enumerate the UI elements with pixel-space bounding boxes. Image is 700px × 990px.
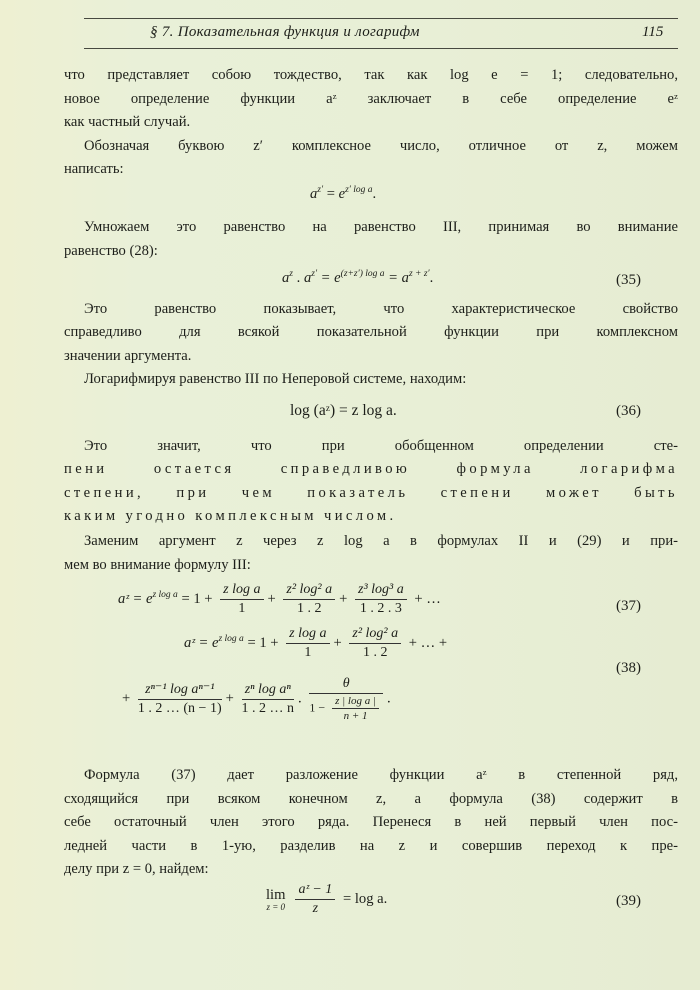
text-line-emphasis: степени, при чем показатель степени может быть: [64, 485, 678, 501]
fraction-numerator: z log a: [220, 582, 263, 600]
equation-number: (38): [616, 660, 641, 676]
eq-sup: z′ log a: [345, 185, 373, 196]
eq-term: e: [338, 186, 346, 202]
text-line: новое определение функции aᶻ заключает в себе определение eᶻ: [64, 91, 678, 107]
text-line: Формула (37) дает разложение функции aᶻ в степенной ряд,: [84, 767, 678, 783]
eq-end: .: [387, 690, 391, 707]
fraction-denominator: 1 . 2: [297, 601, 322, 616]
eq-end: .: [372, 186, 377, 202]
fraction-denominator: z: [312, 901, 319, 916]
fraction-denominator: 1: [304, 645, 312, 660]
eq-end: .: [429, 270, 434, 286]
header-rule-top: [84, 18, 678, 19]
equation-37: aᶻ = $e^{z log a} = 1$ + $\frac{\text{z log a}}{1}$ + $\frac{\text{z² log² a}}{1 . 2}$ + $\frac{\text{z³ log³ a}}{1 . 2 . 3}$ + …: [118, 582, 441, 616]
eq-sup: z: [289, 269, 293, 280]
fraction-numerator: zⁿ⁻¹ log aⁿ⁻¹: [138, 681, 222, 700]
equation-35: [282, 270, 433, 287]
fraction-denominator: n + 1: [343, 710, 368, 722]
eq-term: aᶻ = e: [184, 634, 219, 651]
limit-subscript: z = 0: [266, 902, 286, 912]
limit: [266, 887, 285, 912]
fraction: [220, 582, 263, 617]
eq-term: aᶻ = e: [118, 590, 153, 607]
fraction-numerator: z | log a |: [332, 695, 379, 709]
text-line-emphasis: Это значит, что при обобщенном определении сте-: [84, 438, 678, 454]
fraction-numerator: z² log² a: [349, 626, 401, 644]
eq-term: a: [282, 270, 290, 286]
equation-36: log (aᶻ) = z log a.: [290, 402, 397, 419]
fraction-denominator: 1 . 2: [363, 645, 388, 660]
text-line: мем во внимание формулу III:: [64, 557, 251, 573]
eq-term: a: [303, 270, 312, 286]
fraction: [138, 681, 222, 717]
fraction: [283, 582, 335, 617]
fraction-numerator: aᶻ − 1: [295, 882, 335, 900]
fraction-numerator: zⁿ log aⁿ: [242, 682, 295, 700]
eq-sup: z′: [311, 269, 318, 280]
eq-op: = 1 +: [177, 590, 217, 607]
fraction-theta: [309, 676, 383, 722]
text-line: значении аргумента.: [64, 348, 192, 364]
fraction-denominator: 1 . 2 . 3: [359, 601, 402, 616]
text-line-emphasis: каким угодно комплексным числом.: [64, 508, 397, 524]
eq-term: = a: [384, 270, 409, 286]
eq-sup: z′: [317, 185, 324, 196]
fraction-denominator: 1 . 2 … n: [241, 700, 295, 716]
eq-op: = 1 +: [243, 634, 283, 651]
text-line: Это равенство показывает, что характеристическое свойство: [84, 301, 678, 317]
equation-number: (39): [616, 893, 641, 909]
fraction-numerator: θ: [309, 676, 383, 694]
fraction: [355, 582, 407, 617]
page-number: 115: [642, 24, 664, 40]
fraction: [242, 682, 295, 717]
eq-term: = e: [317, 270, 341, 286]
text-line: справедливо для всякой показательной функции при комплексном: [64, 324, 678, 340]
text-line-emphasis: пени остается справедливою формула логарифма: [64, 461, 678, 477]
fraction: [295, 882, 335, 917]
eq-op: + …: [410, 590, 441, 607]
equation-unnumbered: $a^{z'} = e^{z' log a}$.: [310, 185, 377, 202]
text-line: равенство (28):: [64, 243, 158, 259]
text-line: делу при z = 0, найдем:: [64, 861, 209, 877]
equation-number: (37): [616, 598, 641, 614]
text-line: Логарифмируя равенство III по Неперовой системе, находим:: [84, 371, 467, 387]
text-line: написать:: [64, 161, 124, 177]
eq-sup: z + z′: [408, 269, 430, 280]
text-line: себе остаточный член этого ряда. Перенеся в ней первый член пос-: [64, 814, 678, 830]
fraction: [286, 626, 329, 661]
eq-sup: z log a: [152, 589, 178, 600]
running-head: § 7. Показательная функция и логарифм: [150, 24, 420, 40]
fraction-numerator: z² log² a: [283, 582, 335, 600]
text-line: ледней части в 1-ую, разделив на z и совершив переход к пре-: [64, 838, 678, 854]
limit-operator: lim: [266, 887, 286, 903]
eq-op: .: [293, 270, 304, 286]
text-line: Обозначая буквою z′ комплексное число, отличное от z, можем: [84, 138, 678, 154]
equation-38-row-1: aᶻ = $e^{z log a} = 1$ + $\frac{\text{z log a}}{1}$ + $\frac{\text{z² log² a}}{1 . 2}$ + … +: [184, 626, 448, 660]
fraction-numerator: z log a: [286, 626, 329, 644]
text-line: как частный случай.: [64, 114, 191, 130]
equation-38-row-2: + $\frac{\text{zⁿ⁻¹ log aⁿ⁻¹}}{1 . 2 \dots (n - 1)}$ + $\frac{\text{zⁿ log aⁿ}}{1 . 2 \dots n}$ . θ 1 − $\frac{\text{z | log a |}}{n + 1}$ .: [122, 676, 391, 722]
text-line: что представляет собою тождество, так как log e = 1; следовательно,: [64, 67, 678, 83]
equation-number: (36): [616, 403, 641, 419]
fraction-numerator: z³ log³ a: [355, 582, 407, 600]
equation-number: (35): [616, 272, 641, 288]
eq-sup: z log a: [218, 633, 244, 644]
text-line: Умножаем это равенство на равенство III, принимая во внимание: [84, 219, 678, 235]
equation-39: [266, 882, 387, 917]
eq-op: + … +: [405, 634, 448, 651]
fraction: [349, 626, 401, 661]
fraction-denominator: 1 . 2 … (n − 1): [137, 701, 222, 716]
header-rule-bottom: [84, 48, 678, 49]
eq-sup: (z+z′) log a: [340, 269, 385, 280]
eq-term: a: [310, 186, 318, 202]
eq-term: = log a.: [339, 890, 388, 907]
text-line: Заменим аргумент z через z log a в формулах II и (29) и при-: [84, 533, 678, 549]
text-line: сходящийся при всяком конечном z, а формула (38) содержит в: [64, 791, 678, 807]
eq-term: 1 −: [309, 700, 329, 715]
fraction-denominator: 1: [238, 601, 246, 616]
